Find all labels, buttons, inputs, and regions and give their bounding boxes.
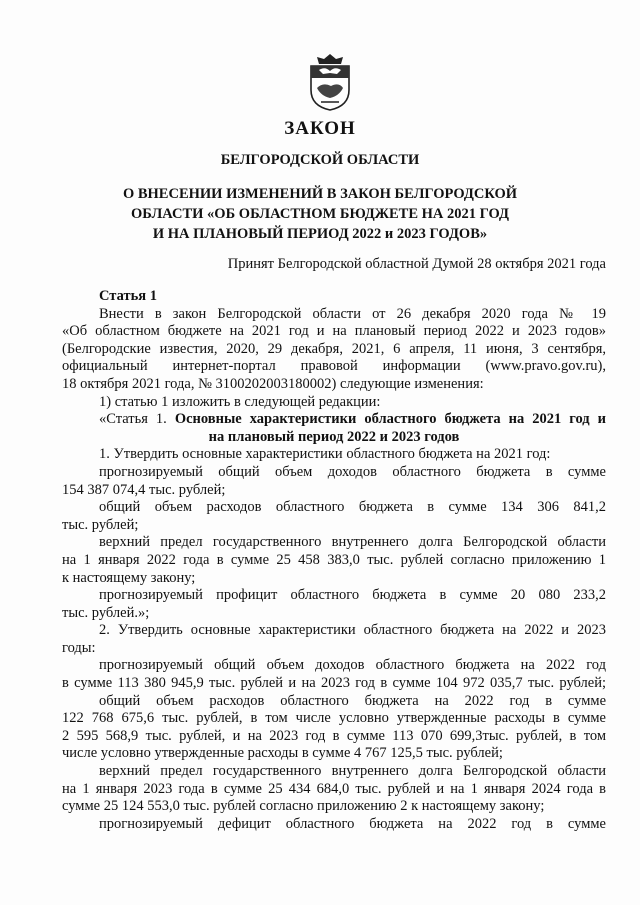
- text-line: официальный интернет-портал правовой информации (www.pravo.gov.ru),: [62, 358, 606, 375]
- text-line: сумме 25 124 553,0 тыс. рублей согласно приложению 2 к настоящему закону;: [62, 798, 545, 815]
- text-line: числе условно утвержденные расходы в сумме 4 767 125,5 тыс. рублей;: [62, 745, 503, 762]
- quoted-article-title: [62, 411, 606, 429]
- text-line: Внести в закон Белгородской области от 26 декабря 2020 года № 19: [99, 305, 606, 322]
- text-line: к настоящему закону;: [62, 569, 196, 586]
- text-line: верхний предел государственного внутреннего долга Белгородской области: [99, 763, 606, 780]
- article-heading: Статья 1: [99, 288, 157, 304]
- law-title: ЗАКОН: [284, 118, 356, 139]
- text-line: 154 387 074,4 тыс. рублей;: [62, 481, 226, 498]
- adoption-note: Принят Белгородской областной Думой 28 октября 2021 года: [227, 256, 606, 272]
- text-line: 2. Утвердить основные характеристики областного бюджета на 2022 и 2023: [99, 622, 606, 639]
- text-line: 18 октября 2021 года, № 3100202003180002) следующие изменения:: [62, 375, 484, 392]
- law-subject-title: [0, 184, 640, 244]
- text-line: верхний предел государственного внутреннего долга Белгородской области: [99, 534, 606, 551]
- region-name: БЕЛГОРОДСКОЙ ОБЛАСТИ: [220, 152, 420, 168]
- title-line: ОБЛАСТИ «ОБ ОБЛАСТНОМ БЮДЖЕТЕ НА 2021 ГОД: [130, 206, 510, 222]
- text-line: прогнозируемый общий объем доходов областного бюджета на 2022 год: [99, 657, 606, 674]
- quoted-article-title-text: Основные характеристики областного бюджета на 2021 год и: [174, 411, 606, 428]
- text-line: 2 595 568,9 тыс. рублей, и на 2023 год в сумме 113 070 699,3тыс. рублей, в том: [62, 727, 606, 744]
- text-line: тыс. рублей.»;: [62, 604, 150, 621]
- text-line: прогнозируемый дефицит областного бюджета на 2022 год в сумме: [99, 815, 606, 832]
- text-line: общий объем расходов областного бюджета в сумме 134 306 841,2: [99, 499, 606, 516]
- quoted-article-prefix: «Статья 1.: [99, 411, 167, 428]
- text-line: (Белгородские известия, 2020, 29 декабря, 2021, 6 апреля, 11 июня, 3 сентября,: [62, 340, 606, 357]
- text-line: годы:: [62, 639, 96, 656]
- text-line: «Об областном бюджете на 2021 год и на плановый период 2022 и 2023 годов»: [62, 323, 606, 340]
- text-line: прогнозируемый профицит областного бюджета в сумме 20 080 233,2: [99, 587, 606, 604]
- quoted-article-title-cont: на плановый период 2022 и 2023 годов: [208, 428, 460, 445]
- text-line: на 1 января 2022 года в сумме 25 458 383,0 тыс. рублей согласно приложению 1: [62, 551, 606, 568]
- law-body: [62, 288, 606, 833]
- title-line: И НА ПЛАНОВЫЙ ПЕРИОД 2022 и 2023 ГОДОВ»: [152, 226, 488, 242]
- text-line: на 1 января 2023 года в сумме 25 434 684,0 тыс. рублей и на 1 января 2024 года в: [62, 780, 606, 797]
- text-line: 122 768 675,6 тыс. рублей, в том числе условно утвержденные расходы в сумме: [62, 710, 606, 727]
- text-line: прогнозируемый общий объем доходов областного бюджета в сумме: [99, 463, 606, 480]
- text-line: в сумме 113 380 945,9 тыс. рублей и на 2023 год в сумме 104 972 035,7 тыс. рублей;: [62, 675, 606, 692]
- title-line: О ВНЕСЕНИИ ИЗМЕНЕНИЙ В ЗАКОН БЕЛГОРОДСКОЙ: [122, 186, 518, 202]
- coat-of-arms-emblem: [303, 52, 357, 112]
- text-line: 1. Утвердить основные характеристики областного бюджета на 2021 год:: [99, 446, 551, 463]
- amendment-item: 1) статью 1 изложить в следующей редакции:: [99, 393, 381, 410]
- text-line: общий объем расходов областного бюджета на 2022 год в сумме: [99, 692, 606, 709]
- text-line: тыс. рублей;: [62, 516, 139, 533]
